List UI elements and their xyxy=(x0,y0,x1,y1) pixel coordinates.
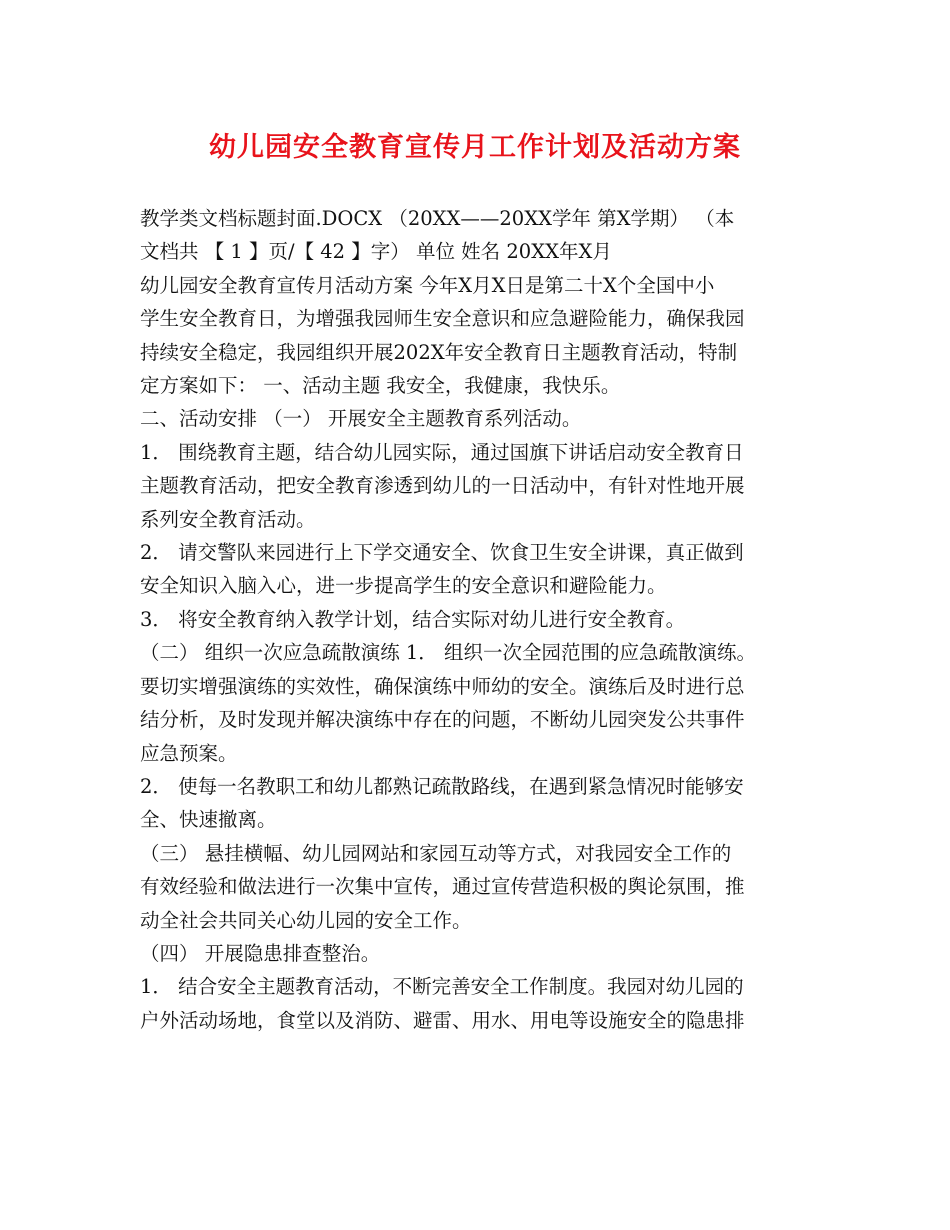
body-line-8: 1． 围绕教育主题，结合幼儿园实际，通过国旗下讲话启动安全教育日 xyxy=(140,440,744,464)
body-line-6: 定方案如下： 一、活动主题 我安全，我健康，我快乐。 xyxy=(140,374,621,398)
body-line-10: 系列安全教育活动。 xyxy=(140,507,316,531)
body-line-9: 主题教育活动，把安全教育渗透到幼儿的一日活动中，有针对性地开展 xyxy=(140,474,745,498)
document-body xyxy=(140,202,820,1037)
body-line-12: 安全知识入脑入心，进一步提高学生的安全意识和避险能力。 xyxy=(140,574,667,598)
body-line-5: 持续安全稳定，我园组织开展202X年安全教育日主题教育活动，特制 xyxy=(140,340,738,364)
body-line-19: 全、快速撤离。 xyxy=(140,808,277,832)
body-line-13: 3． 将安全教育纳入教学计划，结合实际对幼儿进行安全教育。 xyxy=(140,607,686,631)
body-line-25: 户外活动场地，食堂以及消防、避雷、用水、用电等设施安全的隐患排 xyxy=(140,1008,745,1032)
body-line-22: 动全社会共同关心幼儿园的安全工作。 xyxy=(140,908,472,932)
body-line-24: 1． 结合安全主题教育活动，不断完善安全工作制度。我园对幼儿园的 xyxy=(140,975,744,999)
body-line-3: 幼儿园安全教育宣传月活动方案 今年X月X日是第二十X个全国中小 xyxy=(140,273,715,297)
body-line-18: 2． 使每一名教职工和幼儿都熟记疏散路线，在遇到紧急情况时能够安 xyxy=(140,774,744,798)
body-line-2: 文档共 【 1 】页/【 42 】字） 单位 姓名 20XX年X月 xyxy=(140,240,612,264)
body-line-23: （四） 开展隐患排查整治。 xyxy=(140,941,381,965)
body-line-16: 结分析，及时发现并解决演练中存在的问题，不断幼儿园突发公共事件 xyxy=(140,708,745,732)
body-line-1: 教学类文档标题封面.DOCX （20XX——20XX学年 第X学期） （本 xyxy=(140,207,735,230)
body-line-11: 2． 请交警队来园进行上下学交通安全、饮食卫生安全讲课，真正做到 xyxy=(140,541,744,565)
document-title: 幼儿园安全教育宣传月工作计划及活动方案 xyxy=(209,132,741,163)
body-line-4: 学生安全教育日，为增强我园师生安全意识和应急避险能力，确保我园 xyxy=(140,307,745,331)
body-line-15: 要切实增强演练的实效性，确保演练中师幼的安全。演练后及时进行总 xyxy=(140,674,745,698)
body-line-7: 二、活动安排 （一） 开展安全主题教育系列活动。 xyxy=(140,407,582,431)
body-line-20: （三） 悬挂横幅、幼儿园网站和家园互动等方式，对我园安全工作的 xyxy=(140,841,732,865)
body-line-17: 应急预案。 xyxy=(140,741,238,765)
body-line-21: 有效经验和做法进行一次集中宣传，通过宣传营造积极的舆论氛围，推 xyxy=(140,875,745,899)
body-line-14: （二） 组织一次应急疏散演练 1． 组织一次全园范围的应急疏散演练。 xyxy=(140,641,757,665)
